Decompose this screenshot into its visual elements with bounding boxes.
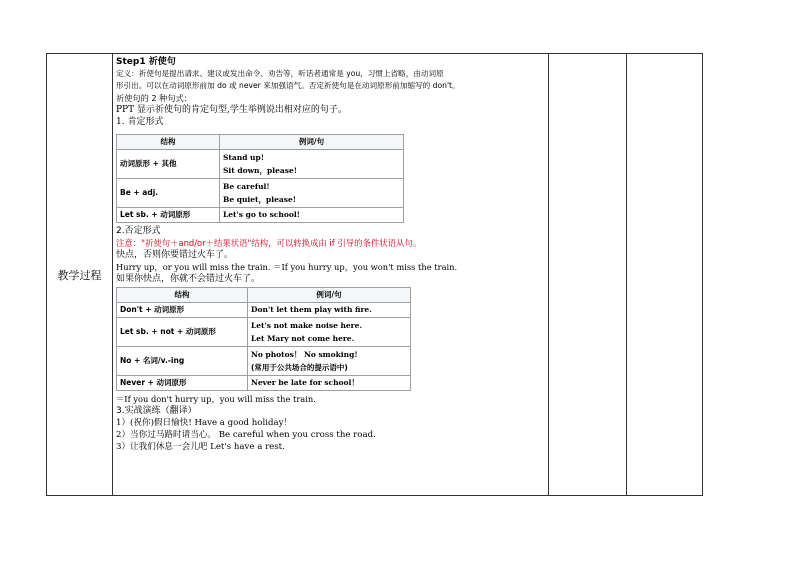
definition-line-2: 形引出。可以在动词原形前加 do 或 never 来加强语气。否定祈使句是在动词原形前加缩写的 don't。 (116, 81, 460, 90)
table-row (117, 150, 404, 179)
example-cell: Be quiet，please! (223, 195, 297, 204)
table-row (117, 208, 404, 223)
affirmative-table (116, 134, 404, 223)
structure-cell: No + 名词/v.-ing (117, 347, 248, 376)
example-cell: Don't let them play with fire. (248, 303, 411, 318)
example-cell: Stand up! (223, 153, 265, 162)
structure-cell: Be + adj. (117, 179, 220, 208)
table-row (117, 303, 411, 318)
forms-title: 祈使句的 2 种句式： (116, 93, 192, 103)
empty-cell-1 (549, 54, 627, 496)
structure-cell: 动词原形 + 其他 (117, 150, 220, 179)
step-title: Step1 祈使句 (116, 57, 176, 67)
example-cell: Let's go to school! (220, 208, 404, 223)
example-cell: Never be late for school！ (248, 376, 411, 391)
structure-cell: Let sb. + not + 动词原形 (117, 318, 248, 347)
example-cn-1: 快点，否则你要错过火车了。 (116, 250, 234, 260)
table-row (117, 179, 404, 208)
definition-line-1: 定义：祈使句是提出请求、建议或发出命令、劝告等，听话者通常是 you，习惯上省略，由动词原 (116, 69, 444, 78)
practice-item: 2）当你过马路时请当心。 Be careful when you cross the road. (116, 430, 376, 440)
negative-title: 2.否定形式 (116, 226, 161, 236)
lesson-plan-table (46, 53, 703, 496)
table-row (117, 376, 411, 391)
example-en-1: Hurry up，or you will miss the train. ＝If you hurry up，you won't miss the train. (116, 262, 458, 272)
negative-table (116, 287, 411, 391)
structure-cell: Don't + 动词原形 (117, 303, 248, 318)
table-row (117, 347, 411, 376)
example-cell: No photos！ No smoking! (251, 350, 358, 359)
equals-line: ＝If you don't hurry up，you will miss the train. (116, 394, 316, 404)
structure-cell: Let sb. + 动词原形 (117, 208, 220, 223)
practice-item: 3）让我们休息一会儿吧 Let's have a rest. (116, 442, 285, 452)
row-label: 教学过程 (47, 54, 113, 496)
example-cell: (常用于公共场合的提示语中) (251, 363, 348, 372)
negative-header-structure: 结构 (117, 288, 248, 303)
example-cell: Be careful! (223, 182, 270, 191)
note-line: 注意："祈使句＋and/or＋结果状语"结构，可以转换成由 if 引导的条件状语从句。 (116, 238, 422, 248)
example-cell: Let's not make noise here. (251, 321, 363, 330)
affirmative-title: 1. 肯定形式 (116, 117, 164, 127)
example-cell: Let Mary not come here. (251, 334, 355, 343)
structure-cell: Never + 动词原形 (117, 376, 248, 391)
table-row (117, 318, 411, 347)
example-cn-2: 如果你快点，你就不会错过火车了。 (116, 274, 261, 284)
affirmative-header-structure: 结构 (117, 135, 220, 150)
practice-title: 3.实战演练（翻译） (116, 406, 197, 416)
ppt-line: PPT 显示祈使句的肯定句型,学生举例说出相对应的句子。 (116, 105, 347, 115)
content-cell (113, 54, 549, 496)
practice-item: 1）(祝你)假日愉快! Have a good holiday！ (116, 418, 293, 428)
empty-cell-2 (627, 54, 703, 496)
negative-header-examples: 例词/句 (248, 288, 411, 303)
affirmative-header-examples: 例词/句 (220, 135, 404, 150)
example-cell: Sit down，please! (223, 166, 298, 175)
